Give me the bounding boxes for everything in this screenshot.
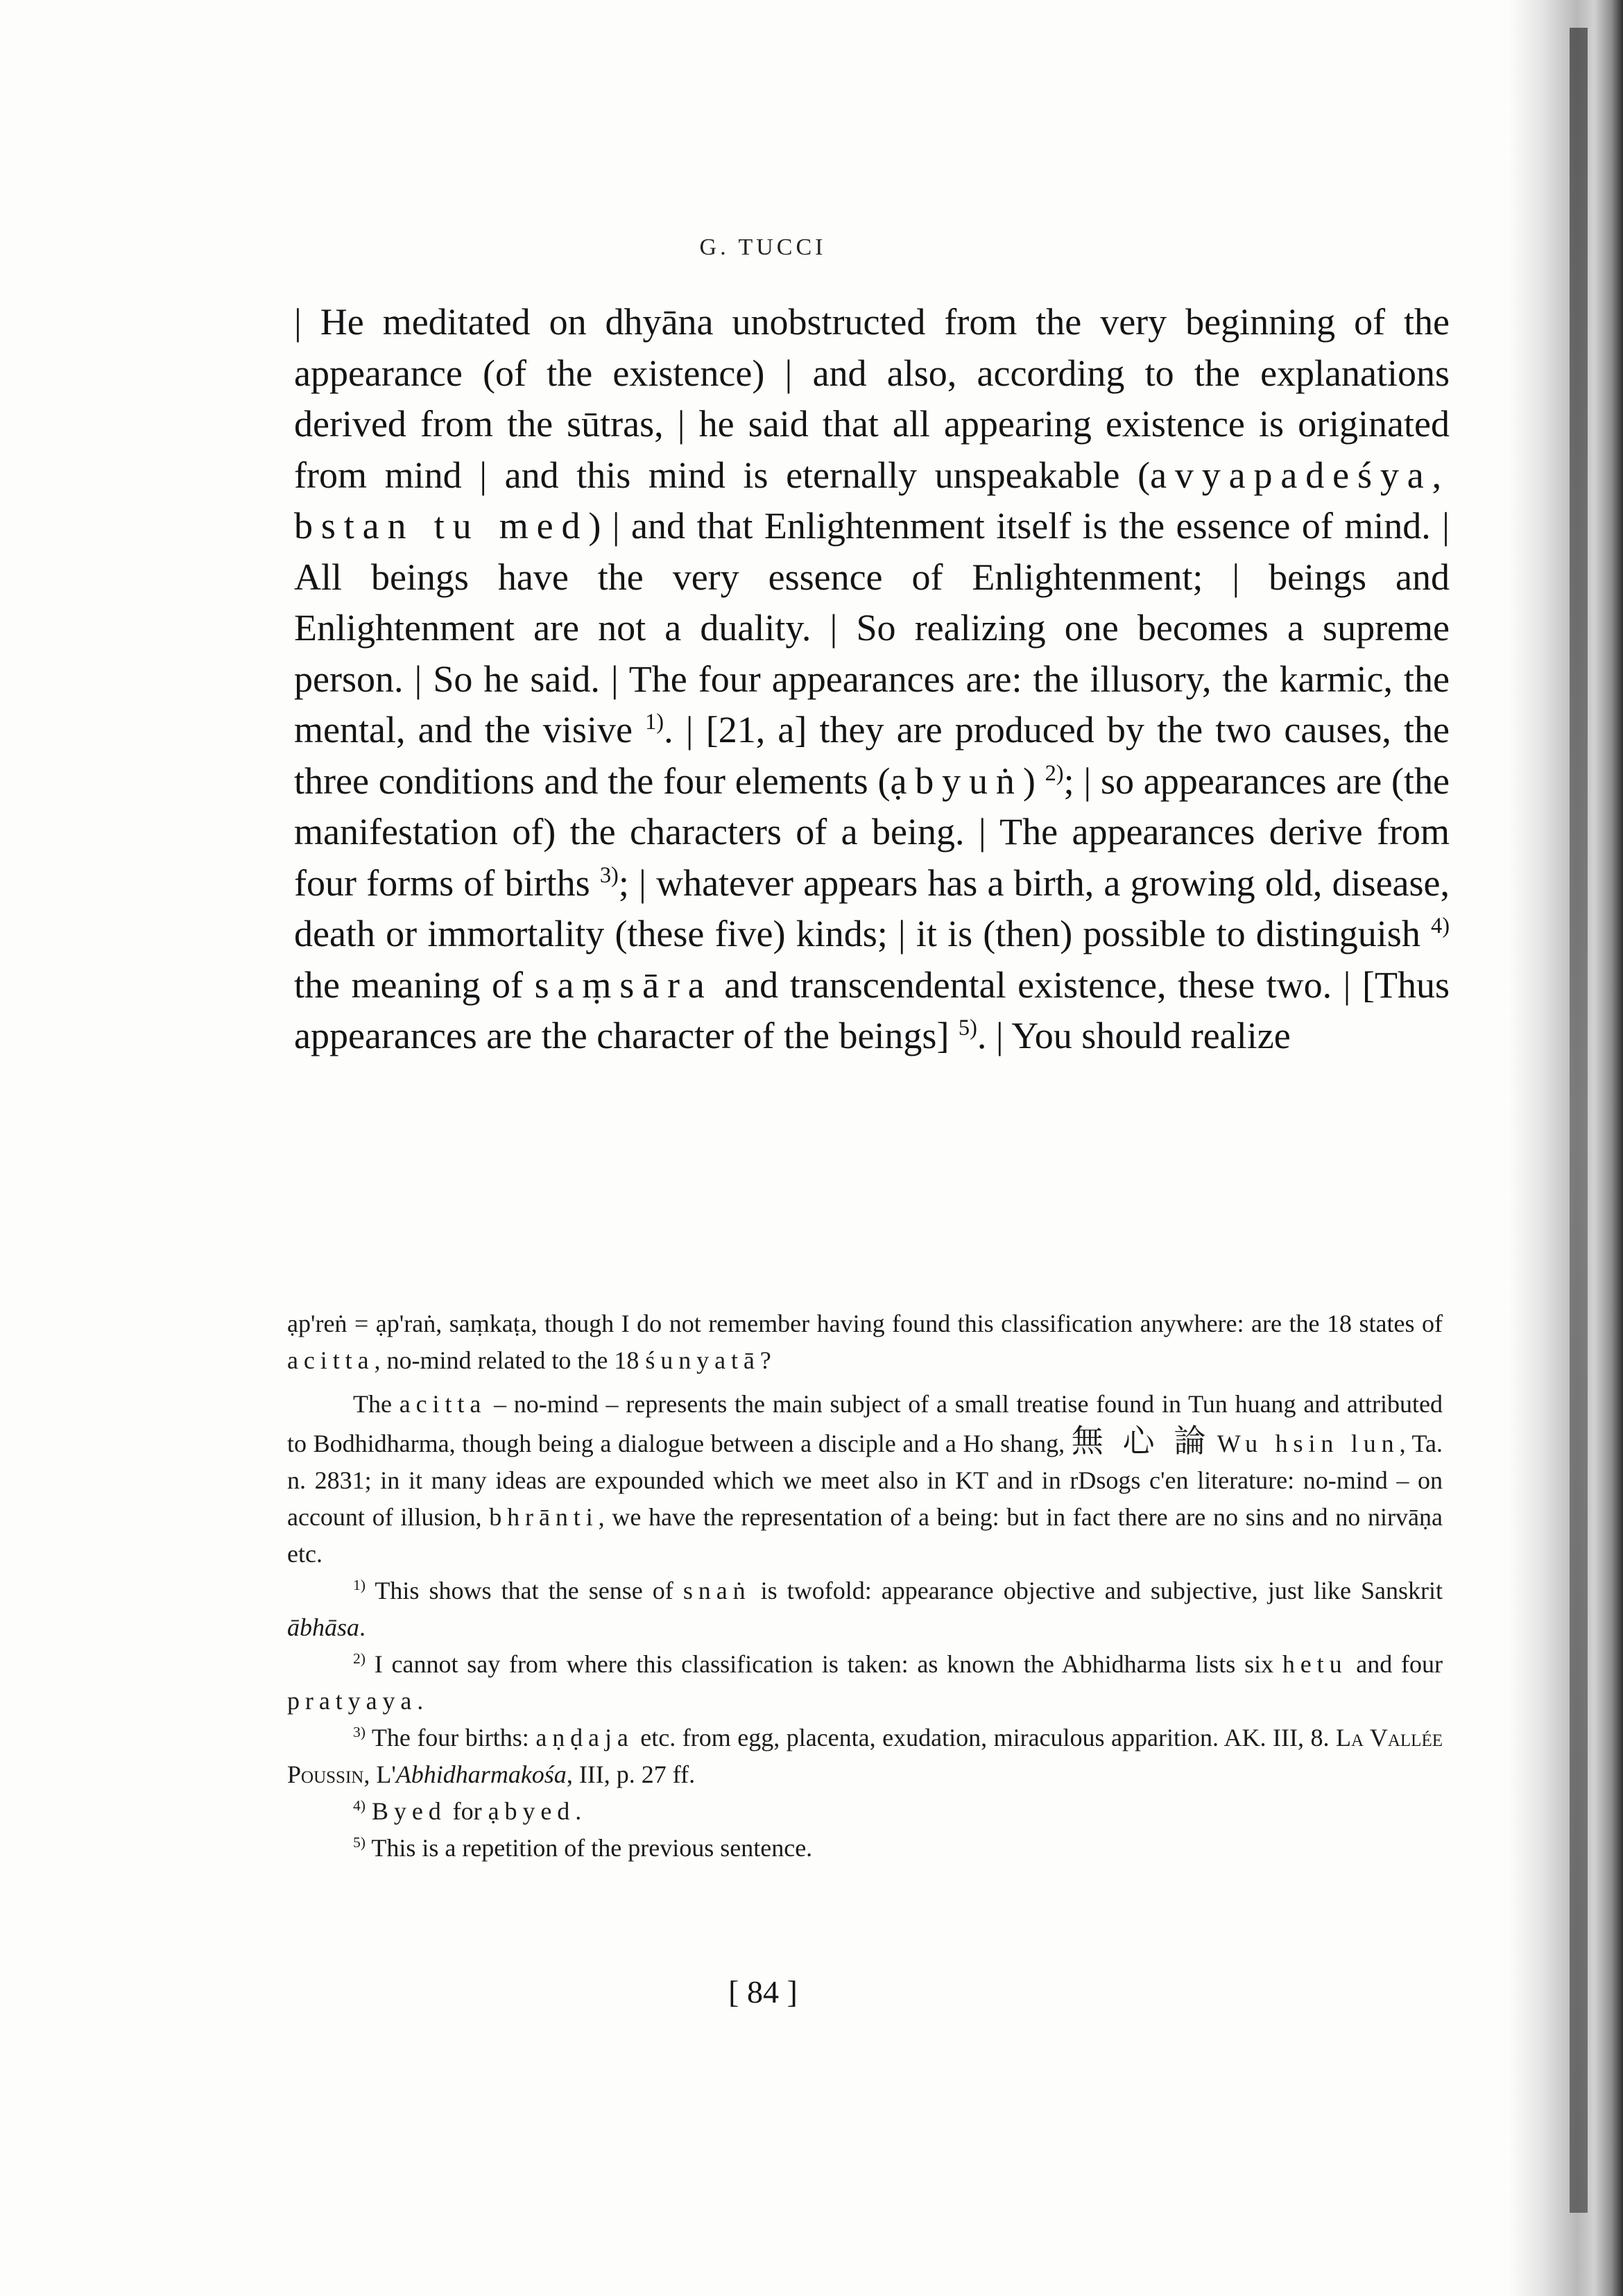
note-text: . [417, 1687, 424, 1715]
spaced-term-pratyaya: pratyaya [287, 1687, 418, 1715]
main-text-segment: . | You should realize [977, 1015, 1291, 1056]
note-text [1210, 1430, 1217, 1457]
note-text: The four births: [366, 1724, 536, 1751]
spaced-term-bhranti: bhrānti [489, 1503, 599, 1531]
page-number: [ 84 ] [728, 1974, 798, 2010]
main-text-segment: . | [21, a] they are produced by the two causes, the three conditions and the four elements ( [294, 709, 1450, 802]
note-text [366, 1797, 372, 1825]
italic-title-abhidharmakosa: Abhidharmakośa [395, 1760, 567, 1788]
main-text-segment: | He meditated on dhyāna unobstructed from the very beginning of the appearance (of the existence) | and also, according to the explanations derived from the sūtras, | he said that all appearing existence is originated from mind | and this mind is eternally unspeakable ( [294, 301, 1450, 496]
main-text-segment: ; | so appearances are (the manifestation of) the characters of a being. | The appearances derive from four forms of births [294, 760, 1450, 904]
spaced-term-abyed: ạbyed [488, 1797, 576, 1825]
spaced-term-sunyata: śunyatā [645, 1346, 760, 1374]
note-text: . [575, 1797, 582, 1825]
footnote-acitta [287, 1386, 1443, 1573]
spaced-term-wu-hsin-lun: Wu hsin lun [1217, 1430, 1400, 1457]
note-text: , L' [363, 1760, 396, 1788]
footnote-number: 5) [353, 1834, 366, 1851]
main-text-segment: the meaning of [294, 963, 535, 1006]
spaced-term-snan: snaṅ [682, 1577, 751, 1604]
footnote-1 [287, 1573, 1443, 1646]
main-text-segment: ) [1022, 760, 1036, 802]
spaced-term-abyun: ạbyuṅ [890, 760, 1023, 802]
scan-page-edge [1509, 0, 1623, 2296]
note-text: , we have the representation of a being: but in fact there are no sins and no nirvāṇa etc. [287, 1503, 1443, 1568]
spaced-term-byed: Byed [372, 1797, 447, 1825]
running-head-author: G. TUCCI [699, 234, 827, 260]
main-text-segment: ; | whatever appears has a birth, a growing old, disease, death or immortality (these five) kinds; | it is (then) possible to distinguish [294, 862, 1450, 954]
spaced-term-samsara: saṃsāra [534, 963, 713, 1006]
note-text: . [359, 1613, 366, 1641]
footnotes [287, 1305, 1443, 1867]
note-text: I cannot say from where this classification is taken: as known the Abhidharma lists six [366, 1650, 1282, 1678]
footnote-number: 3) [353, 1724, 366, 1740]
footnote-4 [287, 1793, 1443, 1830]
note-text: This shows that the sense of [366, 1577, 683, 1604]
main-text-segment: and transcendental existence, these two. | [Thus appearances are the character of the beings] [294, 963, 1450, 1056]
footnote-ref-1: 1) [645, 710, 664, 735]
footnote-number: 2) [353, 1650, 366, 1667]
note-text: ? [759, 1346, 771, 1374]
spaced-term-hetu: hetu [1282, 1650, 1348, 1678]
note-text: for [446, 1797, 488, 1825]
footnote-5 [287, 1830, 1443, 1867]
footnote-2 [287, 1646, 1443, 1720]
note-text: The [353, 1390, 400, 1418]
note-text: ạp'reṅ = ạp'raṅ, saṃkaṭa, though I do not remember having found this classification anywhere: are the 18 states of [287, 1310, 1443, 1337]
author-name-la-vallee-poussin: La Vallée Poussin [287, 1724, 1443, 1788]
note-text: , no-mind related to the 18 [374, 1346, 646, 1374]
footnote-ref-4: 4) [1431, 914, 1450, 939]
note-text: This is a repetition of the previous sentence. [366, 1834, 813, 1862]
note-text: and four [1347, 1650, 1443, 1678]
note-text: , Ta. n. 2831; in it many ideas are expounded which we meet also in KT and in rDsogs c'en literature: no-mind – on account of illusion, [287, 1430, 1443, 1531]
footnote-number: 4) [353, 1797, 366, 1814]
note-text: is twofold: appearance objective and subjective, just like Sanskrit [750, 1577, 1443, 1604]
spaced-term-acitta: acitta [287, 1346, 375, 1374]
footnote-continuation [287, 1305, 1443, 1379]
main-text [294, 297, 1450, 1062]
note-text: , III, p. 27 ff. [566, 1760, 696, 1788]
note-text: – no-mind – represents the main subject of a small treatise found in Tun huang and attributed to Bodhidharma, though being a dialogue between a disciple and a Ho shang, [287, 1390, 1443, 1457]
chinese-title-wu-hsin-lun: 無 心 論 [1071, 1422, 1211, 1459]
italic-term-abhasa: ābhāsa [287, 1613, 360, 1641]
note-text: etc. from egg, placenta, exudation, miraculous apparition. AK. III, 8. [633, 1724, 1336, 1751]
footnote-ref-5: 5) [958, 1016, 977, 1040]
footnote-ref-3: 3) [599, 862, 619, 888]
spaced-term-acitta: acitta [399, 1390, 487, 1418]
main-paragraph [294, 297, 1450, 1062]
spaced-term-avyapadesya: avyapadeśya, bstan tu med [294, 454, 1450, 547]
spaced-term-andaja: aṇḍaja [535, 1724, 634, 1751]
footnote-number: 1) [353, 1577, 366, 1593]
main-text-segment: ) | and that Enlightenment itself is the essence of mind. | All beings have the very essence of Enlightenment; | beings and Enlightenment are not a duality. | So realizing one becomes a supreme person. | So he said. | The four appearances are: the illusory, the karmic, the mental, and the visive [294, 505, 1450, 751]
footnote-ref-2: 2) [1045, 760, 1064, 786]
footnote-3 [287, 1720, 1443, 1793]
